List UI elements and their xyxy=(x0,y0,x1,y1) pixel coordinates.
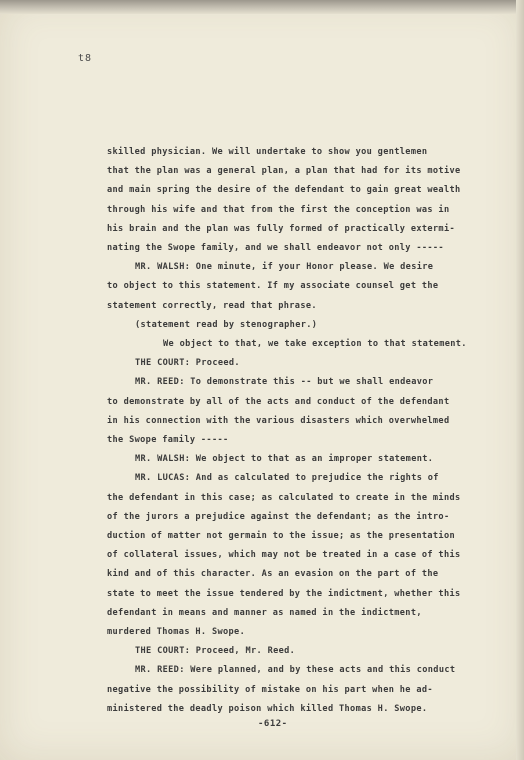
text-line: MR. REED: Were planned, and by these acts and this conduct xyxy=(135,665,456,676)
text-line: through his wife and that from the first the conception was in xyxy=(107,204,450,215)
text-line: that the plan was a general plan, a plan that had for its motive xyxy=(107,166,461,177)
text-line: of collateral issues, which may not be treated in a case of this xyxy=(107,550,461,561)
text-line: defendant in means and manner as named in the indictment, xyxy=(107,607,422,618)
text-line: MR. WALSH: One minute, if your Honor please. We desire xyxy=(135,262,434,273)
text-line: and main spring the desire of the defendant to gain great wealth xyxy=(107,185,461,196)
text-line: his brain and the plan was fully formed of practically extermi- xyxy=(107,223,456,234)
text-line: negative the possibility of mistake on his part when he ad- xyxy=(107,684,433,695)
text-line: ministered the deadly poison which killed Thomas H. Swope. xyxy=(107,703,428,714)
text-line: state to meet the issue tendered by the indictment, whether this xyxy=(107,588,461,599)
text-line: We object to that, we take exception to that statement. xyxy=(163,339,467,349)
page-marker: t8 xyxy=(78,53,93,64)
text-line: THE COURT: Proceed, Mr. Reed. xyxy=(135,646,296,657)
text-line: MR. LUCAS: And as calculated to prejudice the rights of xyxy=(135,473,439,484)
text-line: murdered Thomas H. Swope. xyxy=(107,627,246,637)
page-binding xyxy=(0,0,524,14)
text-line: skilled physician. We will undertake to show you gentlemen xyxy=(107,147,428,157)
text-line: kind and of this character. As an evasion on the part of the xyxy=(107,569,439,580)
text-line: THE COURT: Proceed. xyxy=(135,358,240,369)
text-line: to demonstrate by all of the acts and conduct of the defendant xyxy=(107,396,450,407)
text-line: (statement read by stenographer.) xyxy=(135,319,318,330)
page-number-footer: -612- xyxy=(258,719,288,729)
text-line: of the jurors a prejudice against the defendant; as the intro- xyxy=(107,511,450,522)
text-line: MR. REED: To demonstrate this -- but we shall endeavor xyxy=(135,377,434,388)
text-line: statement correctly, read that phrase. xyxy=(107,300,317,311)
text-line: the defendant in this case; as calculated to create in the minds xyxy=(107,492,461,503)
text-line: to object to this statement. If my associate counsel get the xyxy=(107,281,439,292)
text-line: in his connection with the various disasters which overwhelmed xyxy=(107,415,450,426)
text-line: duction of matter not germain to the issue; as the presentation xyxy=(107,531,456,541)
text-line: MR. WALSH: We object to that as an improper statement. xyxy=(135,454,434,465)
text-line: nating the Swope family, and we shall endeavor not only ----- xyxy=(107,243,444,253)
page-edge xyxy=(516,0,524,760)
text-line: the Swope family ----- xyxy=(107,435,229,445)
